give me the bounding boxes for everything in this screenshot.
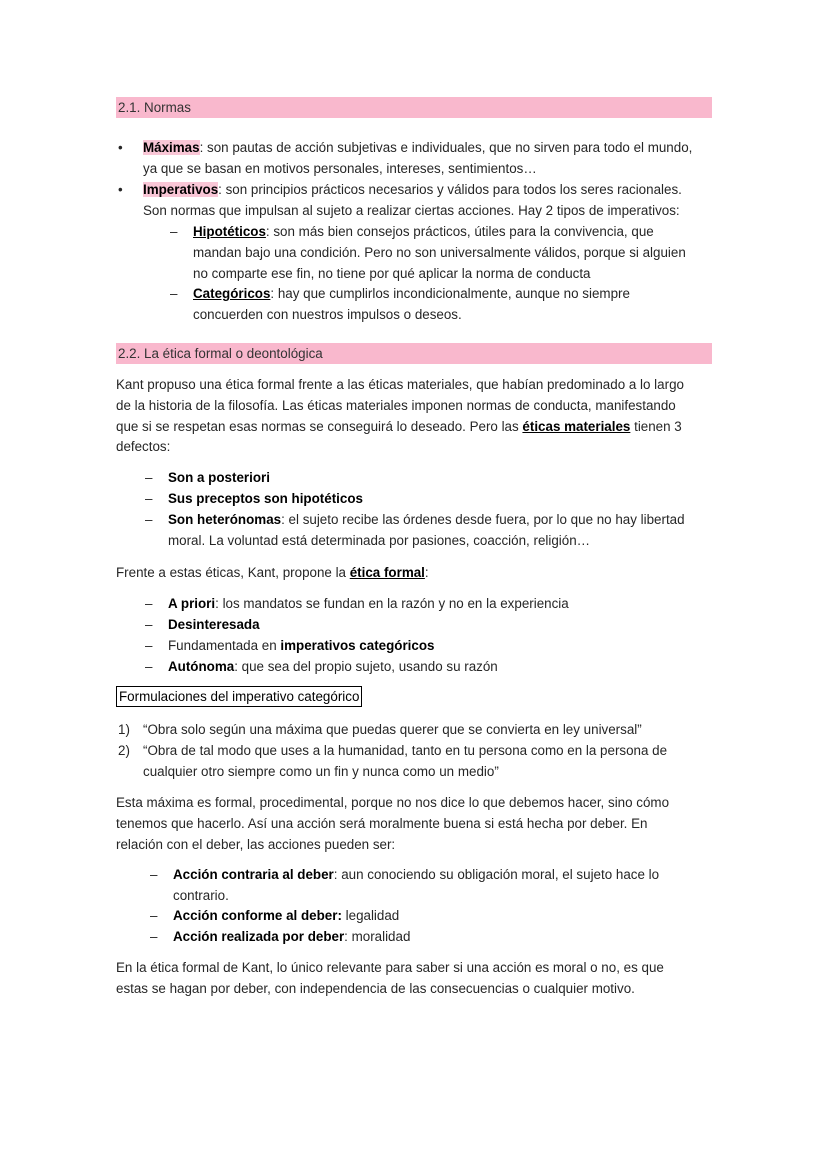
feature-desinteresada: Desinteresada <box>168 617 260 632</box>
eticas-materiales-term: éticas materiales <box>522 418 631 434</box>
accion-realizada <box>173 927 410 948</box>
heteronomas-text: : el sujeto recibe las órdenes desde fuera, por lo que no hay libertad <box>281 512 685 527</box>
frente-colon: : <box>424 565 429 580</box>
dash-icon: – <box>145 638 153 653</box>
feature-a-priori <box>168 594 569 615</box>
defect-heteronomas <box>168 510 685 552</box>
section-heading-normas: 2.1. Normas <box>116 97 712 118</box>
dash-icon: – <box>145 617 153 632</box>
imperativos-item <box>143 180 682 222</box>
intro-line-1: Kant propuso una ética formal frente a las éticas materiales, que habían predominado a lo largo <box>116 377 684 392</box>
maximas-text: : son pautas de acción subjetivas e individuales, que no sirven para todo el mundo, <box>199 140 693 155</box>
hipoteticos-term: Hipotéticos <box>193 224 266 239</box>
frente-paragraph <box>116 563 429 584</box>
formula-2-line-2: cualquier otro siempre como un fin y nunca como un medio” <box>143 763 499 779</box>
a-priori-term: A priori <box>168 596 216 611</box>
accion-realizada-term: Acción realizada por deber <box>173 929 345 944</box>
dash-icon: – <box>145 659 153 674</box>
imperativos-categoricos-term: imperativos categóricos <box>280 638 435 653</box>
formulaciones-title: Formulaciones del imperativo categórico <box>116 686 362 707</box>
final-paragraph <box>116 958 664 1000</box>
hipoteticos-text-2: mandan bajo una condición. Pero no son universalmente válidos, porque si alguien <box>193 244 686 260</box>
dash-icon: – <box>170 224 178 239</box>
intro-line-3: que si se respetan esas normas se conseguirá lo deseado. Pero las <box>116 418 523 434</box>
dash-icon: – <box>150 867 158 882</box>
maximas-item <box>143 138 692 180</box>
esta-line-2: tenemos que hacerlo. Así una acción será moralmente buena si está hecha por deber. En <box>116 815 648 831</box>
esta-line-1: Esta máxima es formal, procedimental, porque no nos dice lo que debemos hacer, sino cómo <box>116 795 670 810</box>
maximas-term: Máximas <box>143 140 200 155</box>
formula-2-line-1: “Obra de tal modo que uses a la humanidad, tanto en tu persona como en la persona de <box>143 743 668 758</box>
defect-hipoteticos: Sus preceptos son hipotéticos <box>168 491 363 506</box>
dash-icon: – <box>150 929 158 944</box>
intro-line-4: defectos: <box>116 439 171 455</box>
imperativos-term: Imperativos <box>143 182 219 197</box>
imperativos-text-2: Son normas que impulsan al sujeto a realizar ciertas acciones. Hay 2 tipos de imperativos: <box>143 202 680 218</box>
hipoteticos-item <box>193 222 686 284</box>
autonoma-text: : que sea del propio sujeto, usando su razón <box>234 659 498 674</box>
accion-conforme-term: Acción conforme al deber: <box>173 908 342 923</box>
accion-contraria-term: Acción contraria al deber <box>173 867 334 882</box>
accion-realizada-text: : moralidad <box>344 929 411 944</box>
bullet-icon: • <box>118 140 123 155</box>
dash-icon: – <box>145 470 153 485</box>
imperativos-text: : son principios prácticos necesarios y válidos para todos los seres racionales. <box>218 182 682 197</box>
final-line-1: En la ética formal de Kant, lo único relevante para saber si una acción es moral o no, es que <box>116 960 664 975</box>
feature-fundamentada <box>168 636 434 657</box>
autonoma-term: Autónoma <box>168 659 235 674</box>
categoricos-text-2: concuerden con nuestros impulsos o deseos. <box>193 306 462 322</box>
categoricos-text: : hay que cumplirlos incondicionalmente, aunque no siempre <box>270 286 630 301</box>
dash-icon: – <box>145 596 153 611</box>
heteronomas-text-2: moral. La voluntad está determinada por pasiones, coacción, religión… <box>168 532 591 548</box>
etica-formal-term: ética formal <box>349 565 425 580</box>
accion-conforme <box>173 906 399 927</box>
a-priori-text: : los mandatos se fundan en la razón y no en la experiencia <box>215 596 569 611</box>
intro-paragraph <box>116 375 684 458</box>
final-line-2: estas se hagan por deber, con independencia de las consecuencias o cualquier motivo. <box>116 980 635 996</box>
accion-contraria-text-2: contrario. <box>173 887 229 903</box>
formula-1: “Obra solo según una máxima que puedas querer que se convierta en ley universal” <box>143 722 642 737</box>
accion-contraria <box>173 865 659 907</box>
dash-icon: – <box>150 908 158 923</box>
bullet-icon: • <box>118 182 123 197</box>
defect-a-posteriori: Son a posteriori <box>168 470 270 485</box>
heteronomas-term: Son heterónomas <box>168 512 282 527</box>
section-heading-etica-formal: 2.2. La ética formal o deontológica <box>116 343 712 364</box>
maximas-text-2: ya que se basan en motivos personales, intereses, sentimientos… <box>143 160 537 176</box>
frente-text: Frente a estas éticas, Kant, propone la <box>116 565 350 580</box>
accion-contraria-text: : aun conociendo su obligación moral, el sujeto hace lo <box>333 867 660 882</box>
esta-maxima-paragraph <box>116 793 669 855</box>
hipoteticos-text: : son más bien consejos prácticos, útiles para la convivencia, que <box>265 224 654 239</box>
intro-line-3-end: tienen 3 <box>630 418 682 434</box>
esta-line-3: relación con el deber, las acciones pueden ser: <box>116 836 396 852</box>
categoricos-item <box>193 284 630 326</box>
list-number: 2) <box>118 743 130 758</box>
hipoteticos-text-3: no comparte ese fin, no tiene por qué aplicar la norma de conducta <box>193 265 591 281</box>
dash-icon: – <box>145 512 153 527</box>
feature-autonoma <box>168 657 498 678</box>
fundamentada-text: Fundamentada en <box>168 638 281 653</box>
dash-icon: – <box>145 491 153 506</box>
formula-2 <box>143 741 667 783</box>
categoricos-term: Categóricos <box>193 286 271 301</box>
list-number: 1) <box>118 722 130 737</box>
accion-conforme-text: legalidad <box>341 908 400 923</box>
intro-line-2: de la historia de la filosofía. Las éticas materiales imponen normas de conducta, manifestando <box>116 397 676 413</box>
dash-icon: – <box>170 286 178 301</box>
